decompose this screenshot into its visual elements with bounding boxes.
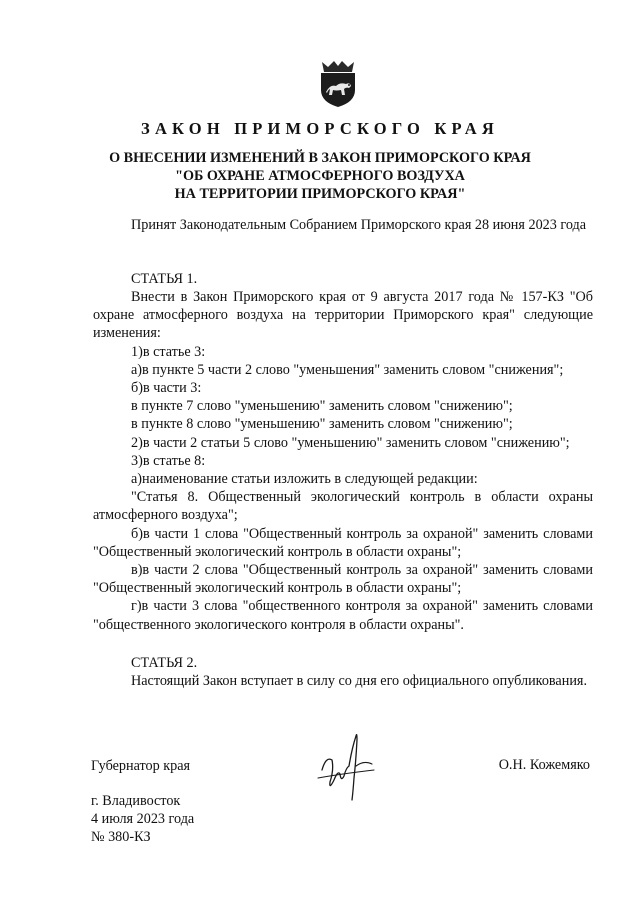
article-1-body [93, 288, 593, 634]
item-3a-text: "Статья 8. Общественный экологический контроль в области охраны атмосферного воздуха"; [93, 489, 593, 524]
item-1: 1)в статье 3: [131, 343, 206, 360]
law-heading [0, 149, 640, 203]
article-2-text: Настоящий Закон вступает в силу со дня его официального опубликования. [131, 673, 587, 689]
item-1a: а)в пункте 5 части 2 слово "уменьшения" заменить словом "снижения"; [131, 361, 564, 378]
signing-details [91, 792, 194, 846]
article-1-intro: Внести в Закон Приморского края от 9 августа 2017 года № 157-КЗ "Об охране атмосферного воздуха на территории Приморского края" следующие изменения: [93, 289, 593, 342]
governor-signature [316, 730, 376, 802]
signing-place: г. Владивосток [91, 793, 181, 809]
item-3b: б)в части 1 слова "Общественный контроль за охраной" заменить словами "Общественный экологический контроль в области охраны"; [93, 525, 593, 560]
law-title: ЗАКОН ПРИМОРСКОГО КРАЯ [141, 119, 499, 138]
item-3d: г)в части 3 слова "общественного контроля за охраной" заменить словами "общественного экологического контроля в области охраны". [93, 598, 593, 633]
item-1b-2: в пункте 8 слово "уменьшению" заменить словом "снижению"; [131, 416, 513, 433]
item-1b: б)в части 3: [131, 380, 202, 397]
governor-label: Губернатор края [91, 758, 191, 774]
article-2-title: СТАТЬЯ 2. [131, 655, 198, 671]
item-3c: в)в части 2 слова "Общественный контроль за охраной" заменить словами "Общественный экологический контроль в области охраны"; [93, 562, 593, 597]
adopted-statement: Принят Законодательным Собранием Приморского края 28 июня 2023 года [131, 217, 587, 233]
item-3: 3)в статье 8: [131, 452, 206, 469]
governor-name: О.Н. Кожемяко [498, 757, 590, 773]
heading-line: О ВНЕСЕНИИ ИЗМЕНЕНИЙ В ЗАКОН ПРИМОРСКОГО КРАЯ [109, 150, 531, 166]
article-2-body [93, 672, 593, 690]
item-2: 2)в части 2 статьи 5 слово "уменьшению" заменить словом "снижению"; [131, 434, 570, 451]
signing-date: 4 июля 2023 года [91, 811, 195, 827]
primorsky-coat-of-arms-icon [316, 58, 360, 108]
heading-line: НА ТЕРРИТОРИИ ПРИМОРСКОГО КРАЯ" [174, 186, 466, 202]
item-1b-1: в пункте 7 слово "уменьшению" заменить словом "снижению"; [131, 398, 513, 415]
heading-line: "ОБ ОХРАНЕ АТМОСФЕРНОГО ВОЗДУХА [175, 168, 465, 184]
item-3a: а)наименование статьи изложить в следующей редакции: [131, 471, 478, 488]
law-number: № 380-КЗ [91, 829, 151, 845]
article-1-title: СТАТЬЯ 1. [131, 271, 198, 287]
